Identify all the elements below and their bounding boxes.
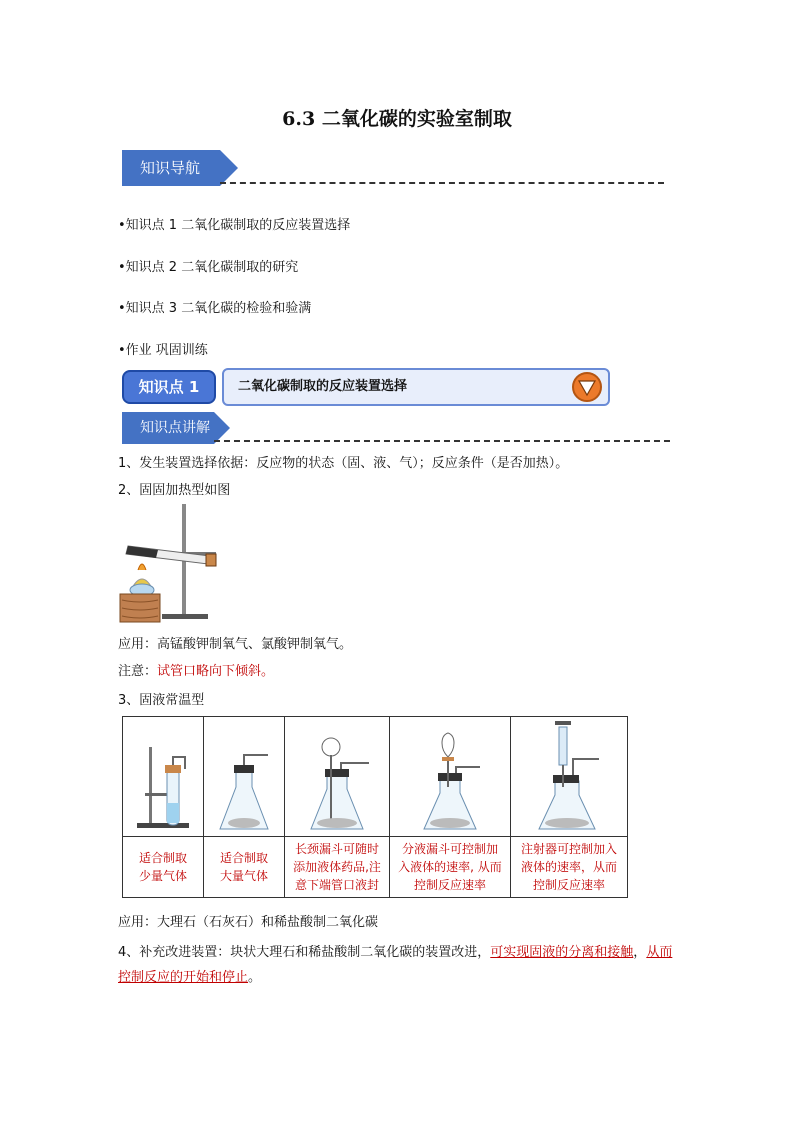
paragraph-1: 1、发生装置选择依据：反应物的状态（固、液、气）；反应条件（是否加热）。 — [118, 456, 569, 471]
caption-line: 适合制取 — [219, 851, 268, 865]
divider — [220, 182, 664, 184]
caption-line: 入液体的速率, 从而 — [398, 860, 502, 874]
application-1: 应用：高锰酸钾制氧气、氯酸钾制氧气。 — [118, 637, 353, 652]
caption-line: 大量气体 — [219, 869, 268, 883]
paragraph-4 — [118, 940, 684, 990]
knowledge-point-title: 二氧化碳制取的反应装置选择 — [238, 379, 408, 394]
caption-line: 添加液体药品,注 — [293, 860, 381, 874]
heating-apparatus-illustration — [118, 500, 228, 624]
nav-item-homework[interactable]: •作业 巩固训练 — [118, 343, 208, 358]
caption-line: 注射器可控制加入 — [520, 842, 617, 856]
caption-line: 适合制取 — [138, 851, 187, 865]
apparatus-separating-funnel-cell — [390, 717, 511, 837]
knowledge-point-title-box — [222, 368, 610, 406]
caption-separating-funnel — [390, 837, 511, 898]
separating-funnel-flask-icon — [390, 717, 510, 833]
apparatus-long-funnel-cell — [285, 717, 390, 837]
paragraph-4-highlight-2: 从而控制反应的开始和停止 — [118, 945, 673, 985]
application-2: 应用：大理石（石灰石）和稀盐酸制二氧化碳 — [118, 915, 379, 930]
long-neck-funnel-flask-icon — [285, 717, 389, 833]
caption-line: 长颈漏斗可随时 — [294, 842, 379, 856]
nav-item-2[interactable]: •知识点 2 二氧化碳制取的研究 — [118, 260, 299, 275]
nav-item-3[interactable]: •知识点 3 二氧化碳的检验和验满 — [118, 301, 312, 316]
caption-line: 液体的速率，从而 — [520, 860, 617, 874]
page-title: 6.3 二氧化碳的实验室制取 — [282, 108, 512, 130]
caption-line: 分液漏斗可控制加 — [401, 842, 498, 856]
caption-small-gas — [123, 837, 204, 898]
note-text: 试管口略向下倾斜。 — [157, 664, 275, 679]
paragraph-4-comma: ， — [633, 945, 647, 960]
knowledge-point-pill: 知识点 1 — [122, 370, 216, 404]
apparatus-flask-simple-cell — [204, 717, 285, 837]
note-prefix: 注意： — [118, 664, 158, 679]
paragraph-3: 3、固液常温型 — [118, 693, 205, 708]
caption-line: 控制反应速率 — [413, 878, 486, 892]
paragraph-2: 2、固固加热型如图 — [118, 483, 231, 498]
divider — [214, 440, 670, 442]
banner-label: 知识点讲解 — [140, 420, 210, 436]
caption-large-gas — [204, 837, 285, 898]
paragraph-4-highlight-1: 可实现固液的分离和接触 — [490, 945, 634, 960]
paragraph-4-text: 4、补充改进装置：块状大理石和稀盐酸制二氧化碳的装置改进， — [118, 945, 491, 960]
caption-line: 意下端管口液封 — [294, 878, 379, 892]
banner-label: 知识导航 — [140, 159, 201, 177]
apparatus-syringe-cell — [511, 717, 628, 837]
expand-chevron-icon[interactable] — [572, 372, 602, 402]
caption-line: 控制反应速率 — [532, 878, 605, 892]
caption-syringe — [511, 837, 628, 898]
caption-line: 少量气体 — [138, 869, 187, 883]
section-banner-nav — [122, 150, 238, 186]
syringe-flask-icon — [511, 717, 627, 833]
apparatus-test-tube-cell — [123, 717, 204, 837]
nav-item-1[interactable]: •知识点 1 二氧化碳制取的反应装置选择 — [118, 218, 351, 233]
paragraph-4-end: 。 — [248, 970, 262, 985]
apparatus-table — [122, 716, 628, 898]
conical-flask-icon — [204, 717, 284, 833]
caption-long-funnel — [285, 837, 390, 898]
note-line — [118, 660, 274, 679]
test-tube-stand-icon — [123, 717, 203, 833]
